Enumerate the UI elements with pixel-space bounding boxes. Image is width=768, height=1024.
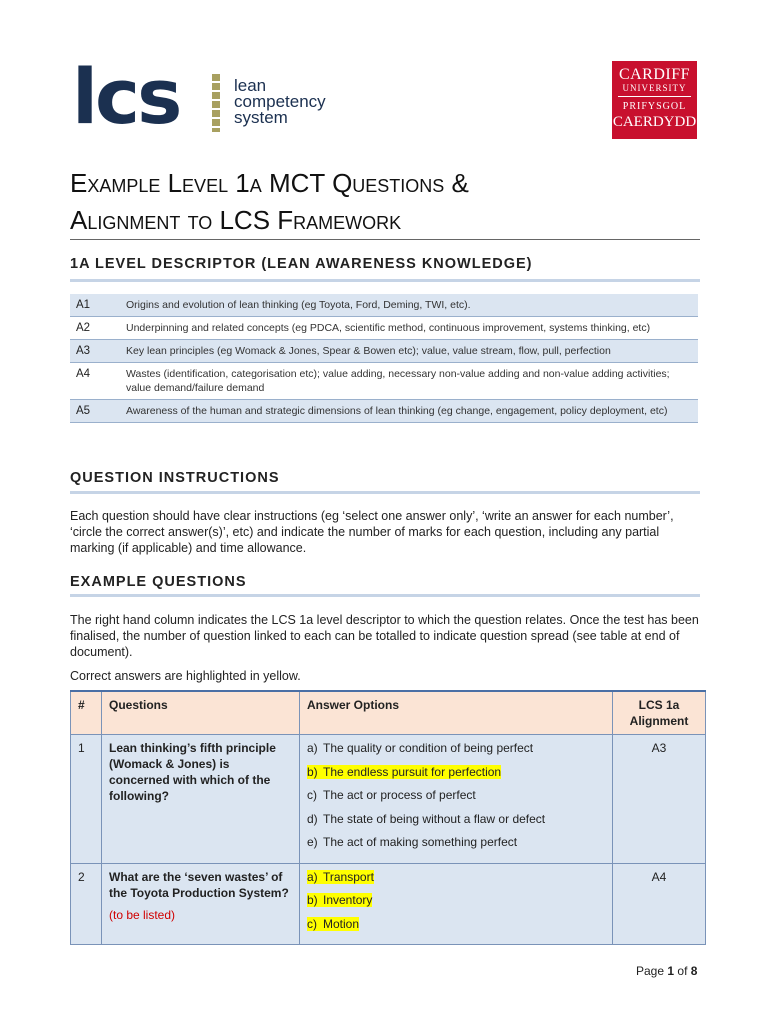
answer-text: The act of making something perfect bbox=[323, 835, 518, 849]
title-divider bbox=[70, 239, 700, 240]
correct-answer-highlight bbox=[307, 917, 359, 931]
descriptor-text: Awareness of the human and strategic dimensions of lean thinking (eg change, engagement, policy deployment, etc) bbox=[120, 400, 698, 423]
answer-option-body bbox=[307, 788, 476, 802]
answer-letter: d) bbox=[307, 811, 318, 826]
descriptor-text: Origins and evolution of lean thinking (eg Toyota, Ford, Deming, TWI, etc). bbox=[120, 294, 698, 317]
question-table bbox=[70, 690, 706, 945]
correct-answer-highlight bbox=[307, 765, 501, 779]
question-row bbox=[71, 863, 706, 945]
answer-text: Transport bbox=[323, 869, 374, 884]
examples-note: Correct answers are highlighted in yellow. bbox=[70, 669, 301, 683]
answer-option bbox=[307, 869, 605, 885]
answer-letter: a) bbox=[307, 869, 318, 884]
answer-text: The act or process of perfect bbox=[323, 788, 476, 802]
descriptor-text: Underpinning and related concepts (eg PDCA, scientific method, continuous improvement, systems thinking, etc) bbox=[120, 317, 698, 340]
page-title-line2: Alignment to LCS Framework bbox=[70, 205, 402, 235]
answer-option-body bbox=[307, 812, 545, 826]
question-text: Lean thinking’s fifth principle (Womack & Jones) is concerned with which of the following? bbox=[109, 741, 276, 803]
page-of: of bbox=[677, 964, 688, 978]
question-table-header bbox=[71, 691, 706, 735]
header-num: # bbox=[71, 691, 102, 735]
lcs-logo-mark: lcs bbox=[72, 52, 180, 141]
question-num: 1 bbox=[71, 735, 102, 864]
page-title-line1: Example Level 1a MCT Questions & bbox=[70, 168, 469, 198]
answer-option bbox=[307, 740, 605, 756]
page-prefix: Page bbox=[636, 964, 665, 978]
answer-options bbox=[300, 735, 613, 864]
descriptor-text: Key lean principles (eg Womack & Jones, Spear & Bowen etc); value, value stream, flow, pull, perfection bbox=[120, 340, 698, 363]
cardiff-logo-line3: PRIFYSGOL bbox=[622, 101, 687, 112]
answer-option bbox=[307, 916, 605, 932]
descriptor-code: A5 bbox=[70, 400, 120, 423]
answer-letter: c) bbox=[307, 788, 317, 802]
answer-option bbox=[307, 764, 605, 780]
descriptor-heading: 1A LEVEL DESCRIPTOR (LEAN AWARENESS KNOWLEDGE) bbox=[70, 256, 533, 272]
question-alignment: A3 bbox=[613, 735, 706, 864]
cardiff-university-logo bbox=[612, 61, 697, 139]
descriptor-code: A2 bbox=[70, 317, 120, 340]
correct-answer-highlight bbox=[307, 893, 372, 907]
lcs-logo-line3: system bbox=[234, 108, 288, 127]
question-num: 2 bbox=[71, 863, 102, 945]
descriptor-row bbox=[70, 317, 698, 340]
cardiff-logo-line4: CAERDYDD bbox=[612, 114, 697, 130]
answer-letter: b) bbox=[307, 764, 318, 779]
instructions-body: Each question should have clear instructions (eg ‘select one answer only’, ‘write an answer for each number’, ‘circle the correct answer(s)’, etc) and indicate the number of marks for each question, including any partial marking (if applicable) and time allowance. bbox=[70, 509, 674, 555]
correct-answer-highlight bbox=[307, 870, 374, 884]
descriptor-text: Wastes (identification, categorisation etc); value adding, necessary non-value adding and non-value adding activities; value demand/failure demand bbox=[120, 363, 698, 400]
answer-text: The quality or condition of being perfect bbox=[323, 741, 534, 755]
question-note: (to be listed) bbox=[109, 907, 176, 922]
answer-letter: b) bbox=[307, 893, 318, 907]
page-current: 1 bbox=[667, 964, 675, 978]
question-cell bbox=[102, 735, 300, 864]
instructions-heading-rule bbox=[70, 491, 700, 494]
answer-text: Inventory bbox=[323, 893, 373, 907]
lcs-logo-bars bbox=[212, 74, 220, 132]
question-row bbox=[71, 735, 706, 864]
answer-option bbox=[307, 811, 605, 827]
descriptor-heading-rule bbox=[70, 279, 700, 282]
lcs-logo-line2: competency bbox=[234, 92, 326, 111]
header-answers: Answer Options bbox=[300, 691, 613, 735]
descriptor-code: A1 bbox=[70, 294, 120, 317]
descriptor-code: A3 bbox=[70, 340, 120, 363]
header-alignment: LCS 1a Alignment bbox=[613, 691, 706, 735]
answer-text: Motion bbox=[323, 916, 360, 931]
descriptor-code: A4 bbox=[70, 363, 120, 400]
page-number bbox=[636, 964, 697, 978]
answer-letter: c) bbox=[307, 916, 317, 931]
question-cell bbox=[102, 863, 300, 945]
page-total: 8 bbox=[690, 964, 698, 978]
answer-option bbox=[307, 892, 605, 908]
answer-option-body bbox=[307, 835, 517, 849]
question-alignment: A4 bbox=[613, 863, 706, 945]
cardiff-logo-line1: CARDIFF bbox=[618, 66, 691, 83]
answer-text: The state of being without a flaw or defect bbox=[323, 811, 546, 826]
answer-letter: a) bbox=[307, 741, 318, 755]
answer-option-body bbox=[307, 741, 533, 755]
instructions-heading: QUESTION INSTRUCTIONS bbox=[70, 470, 280, 486]
examples-heading: EXAMPLE QUESTIONS bbox=[70, 574, 247, 590]
examples-heading-rule bbox=[70, 594, 700, 597]
question-text: What are the ‘seven wastes’ of the Toyota Production System? bbox=[109, 869, 289, 900]
descriptor-row bbox=[70, 400, 698, 423]
page-title bbox=[70, 165, 700, 239]
answer-options bbox=[300, 863, 613, 945]
answer-letter: e) bbox=[307, 835, 318, 849]
examples-intro: The right hand column indicates the LCS 1a level descriptor to which the question relates. Once the test has been finalised, the number of question linked to each can be totalled to indicate question spread (see table at end of document). bbox=[70, 613, 699, 659]
answer-option bbox=[307, 787, 605, 803]
answer-text: The endless pursuit for perfection bbox=[323, 764, 502, 779]
lcs-logo bbox=[72, 52, 352, 141]
lcs-logo-line1: lean bbox=[234, 76, 267, 95]
lcs-logo-words bbox=[234, 78, 326, 126]
descriptor-row bbox=[70, 363, 698, 400]
descriptor-row bbox=[70, 294, 698, 317]
answer-option bbox=[307, 834, 605, 850]
header-questions: Questions bbox=[102, 691, 300, 735]
cardiff-logo-line2: UNIVERSITY bbox=[618, 83, 691, 97]
descriptor-table bbox=[70, 294, 698, 423]
descriptor-row bbox=[70, 340, 698, 363]
